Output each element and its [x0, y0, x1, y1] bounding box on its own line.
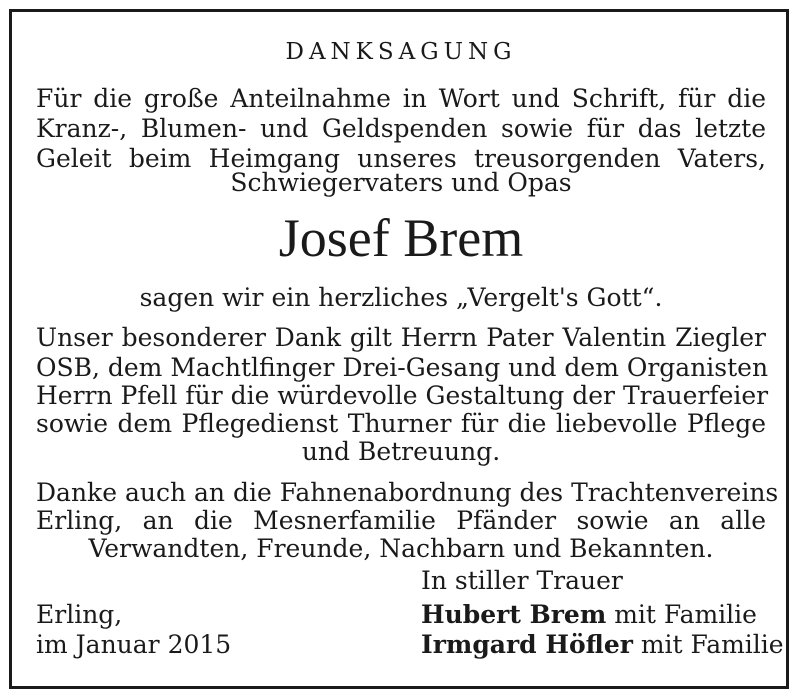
- special-thanks-line: Herrn Pfell für die würdevolle Gestaltung der Trauerfeier: [36, 381, 769, 410]
- place: Erling,: [36, 600, 123, 629]
- signatory-suffix: mit Familie: [606, 600, 757, 629]
- special-thanks-line: OSB, dem Machtlfinger Drei-Gesang und dem Organisten: [36, 353, 769, 382]
- signatory: [421, 600, 757, 630]
- special-thanks-line: und Betreuung.: [301, 437, 501, 466]
- signatory-suffix: mit Familie: [632, 630, 784, 659]
- intro-line: Geleit beim Heimgang unseres treusorgenden Vaters,: [36, 144, 766, 173]
- further-thanks-line: Danke auch an die Fahnenabordnung des Trachtenvereins: [36, 478, 779, 507]
- notice-heading: DANKSAGUNG: [285, 39, 517, 65]
- special-thanks-line: Unser besonderer Dank gilt Herrn Pater Valentin Ziegler: [36, 323, 766, 352]
- further-thanks-line: Verwandten, Freunde, Nachbarn und Bekannten.: [88, 534, 714, 563]
- intro-line: Kranz-, Blumen- und Geldspenden sowie für das letzte: [36, 114, 766, 143]
- intro-line: Schwiegervaters und Opas: [230, 168, 572, 197]
- further-thanks-line: Erling, an die Mesnerfamilie Pfänder sowie an alle: [36, 506, 766, 535]
- date: im Januar 2015: [36, 630, 232, 659]
- thanks-line: sagen wir ein herzliches „Vergelt's Gott“.: [139, 283, 663, 312]
- signatory: [421, 630, 784, 660]
- deceased-name: Josef Brem: [278, 208, 524, 268]
- special-thanks-line: sowie dem Pflegedienst Thurner für die liebevolle Pflege: [36, 409, 766, 438]
- signatory-name: Irmgard Höfler: [421, 630, 633, 659]
- intro-line: Für die große Anteilnahme in Wort und Schrift, für die: [36, 84, 766, 113]
- signatory-name: Hubert Brem: [421, 600, 607, 629]
- mourning-line: In stiller Trauer: [421, 566, 623, 595]
